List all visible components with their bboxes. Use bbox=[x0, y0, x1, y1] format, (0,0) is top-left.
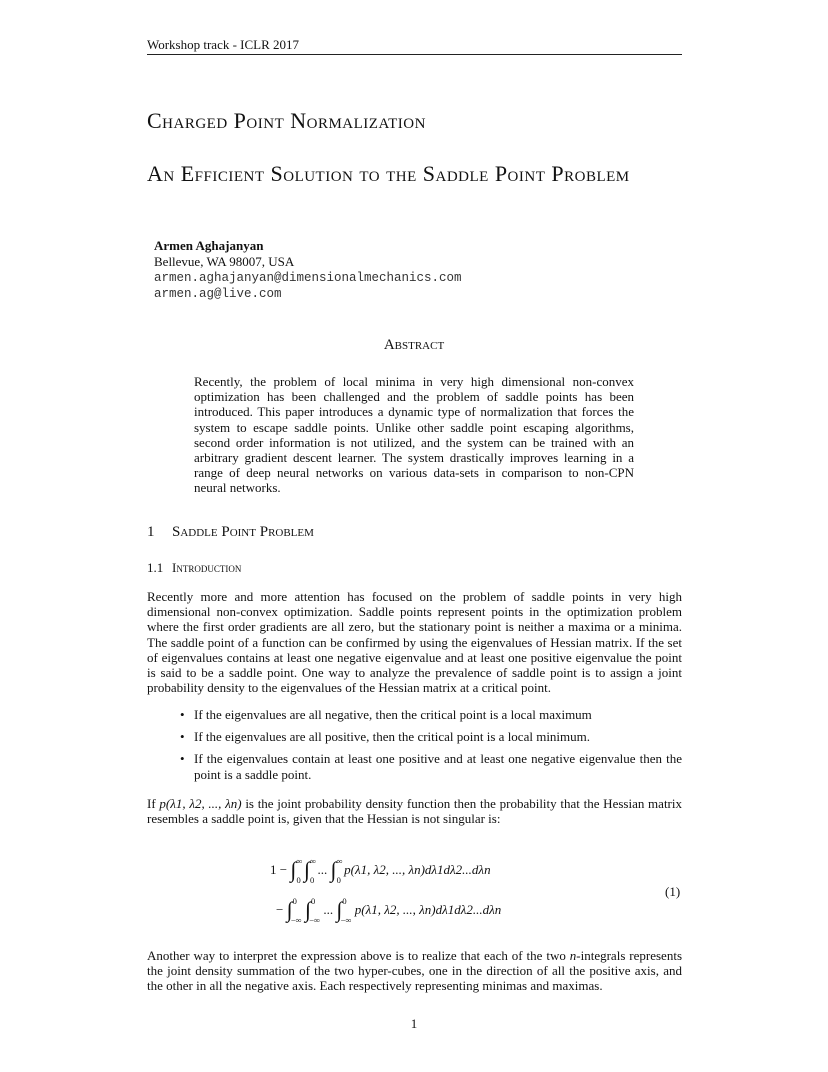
lower-limit: 0 bbox=[296, 875, 301, 885]
equation-number: (1) bbox=[665, 884, 681, 899]
integral-sign-icon: ∫ bbox=[336, 897, 343, 922]
author-name: Armen Aghajanyan bbox=[154, 238, 264, 253]
paper-title: Charged Point Normalization bbox=[147, 108, 426, 133]
para2-rest: is the joint probability density function then the probability that the Hessian matrix resembles a saddle point is, given that the Hessian is not singular is: bbox=[147, 796, 682, 827]
author-email-1: armen.aghajanyan@dimensionalmechanics.com bbox=[154, 271, 462, 285]
subsection-number: 1.1 bbox=[147, 560, 164, 575]
para2-prefix: If bbox=[147, 796, 156, 811]
abstract-heading: Abstract bbox=[383, 337, 445, 353]
upper-limit: 0 bbox=[311, 896, 316, 906]
integral-sign-icon: ∫ bbox=[330, 857, 337, 882]
equation-row-positive bbox=[270, 854, 491, 885]
subsection-heading bbox=[147, 560, 241, 576]
upper-limit: 0 bbox=[292, 896, 297, 906]
bullet-text: If the eigenvalues are all positive, then the critical point is a local minimum. bbox=[194, 729, 591, 745]
integral-count-variable: n bbox=[569, 948, 577, 963]
eq-lead-1: 1 − bbox=[270, 862, 288, 877]
eq-integrand: p(λ1, λ2, ..., λn)dλ1dλ2...dλn bbox=[354, 902, 502, 917]
author-block bbox=[154, 238, 462, 302]
paper-subtitle: An Efficient Solution to the Saddle Point Problem bbox=[147, 161, 630, 186]
lower-limit: −∞ bbox=[340, 915, 352, 925]
page-number: 1 bbox=[410, 1016, 418, 1031]
lower-limit: 0 bbox=[336, 875, 341, 885]
para3-rest: -integrals represents the joint density summation of the two hyper-cubes, one in the direction of all the positive axis, and the other in all the negative axis. Each respectively representing minimas and maximas. bbox=[147, 948, 682, 994]
lower-limit: −∞ bbox=[309, 915, 321, 925]
lower-limit: 0 bbox=[310, 875, 315, 885]
eq-lead-2: − bbox=[276, 902, 284, 917]
bullet-text: If the eigenvalues are all negative, then the critical point is a local maximum bbox=[194, 707, 592, 722]
integral-sign-icon: ∫ bbox=[286, 897, 293, 922]
section-title: Saddle Point Problem bbox=[172, 524, 314, 540]
equation-1 bbox=[270, 848, 570, 933]
equation-row-negative bbox=[276, 894, 502, 925]
probability-paragraph bbox=[147, 796, 682, 826]
author-email-2: armen.ag@live.com bbox=[154, 287, 282, 301]
eq-ellipsis: ... bbox=[323, 902, 334, 917]
bullet-icon: • bbox=[180, 751, 185, 767]
eq-ellipsis: ... bbox=[317, 862, 328, 877]
upper-limit: ∞ bbox=[336, 856, 343, 866]
density-function: p(λ1, λ2, ..., λn) bbox=[159, 796, 242, 811]
upper-limit: 0 bbox=[342, 896, 347, 906]
eq-integrand: p(λ1, λ2, ..., λn)dλ1dλ2...dλn bbox=[344, 862, 491, 877]
bullet-item bbox=[180, 729, 682, 744]
integral-sign-icon: ∫ bbox=[303, 857, 310, 882]
bullet-icon: • bbox=[180, 729, 185, 745]
bullet-icon: • bbox=[180, 707, 185, 722]
integral-sign-icon: ∫ bbox=[290, 857, 297, 882]
upper-limit: ∞ bbox=[309, 856, 317, 866]
integral-sign-icon: ∫ bbox=[304, 897, 312, 922]
lower-limit: −∞ bbox=[290, 915, 302, 925]
running-header: Workshop track - ICLR 2017 bbox=[147, 37, 300, 52]
section-heading bbox=[147, 524, 314, 541]
header-rule bbox=[147, 54, 682, 55]
bullet-item bbox=[180, 751, 682, 781]
subsection-title: Introduction bbox=[172, 560, 242, 575]
para3-prefix: Another way to interpret the expression above is to realize that each of the two bbox=[147, 948, 566, 963]
eigenvalue-bullet-list bbox=[180, 707, 682, 789]
intro-paragraph: Recently more and more attention has focused on the problem of saddle points in very high dimensional non-convex optimization. Saddle points represent points in the optimization problem where the first order gradients are all zero, but the stationary point is neither a maxima or a minima. The saddle point of a function can be confirmed by using the eigenvalues of Hessian matrix. If the set of eigenvalues contains at least one negative eigenvalue and at least one positive eigenvalue the point is said to be a saddle point. One way to analyze the prevalence of saddle point is to assign a joint probability density to the eigenvalues of the Hessian matrix at a critical point. bbox=[147, 589, 682, 696]
section-number: 1 bbox=[147, 524, 155, 540]
bullet-item bbox=[180, 707, 682, 722]
abstract-text: Recently, the problem of local minima in very high dimensional non-convex optimization has been challenged and the problem of saddle points has been introduced. This paper introduces a dynamic type of normalization that forces the system to escape saddle points. Unlike other saddle point escaping algorithms, second order information is not utilized, and the system can be trained with an arbitrary gradient descent learner. The system drastically improves learning in a range of deep neural networks on various data-sets in comparison to non-CPN neural networks. bbox=[194, 374, 634, 496]
interpretation-paragraph bbox=[147, 948, 682, 994]
upper-limit: ∞ bbox=[296, 856, 303, 866]
bullet-text: If the eigenvalues contain at least one positive and at least one negative eigenvalue then the point is a saddle point. bbox=[194, 751, 682, 782]
author-address: Bellevue, WA 98007, USA bbox=[154, 254, 295, 269]
